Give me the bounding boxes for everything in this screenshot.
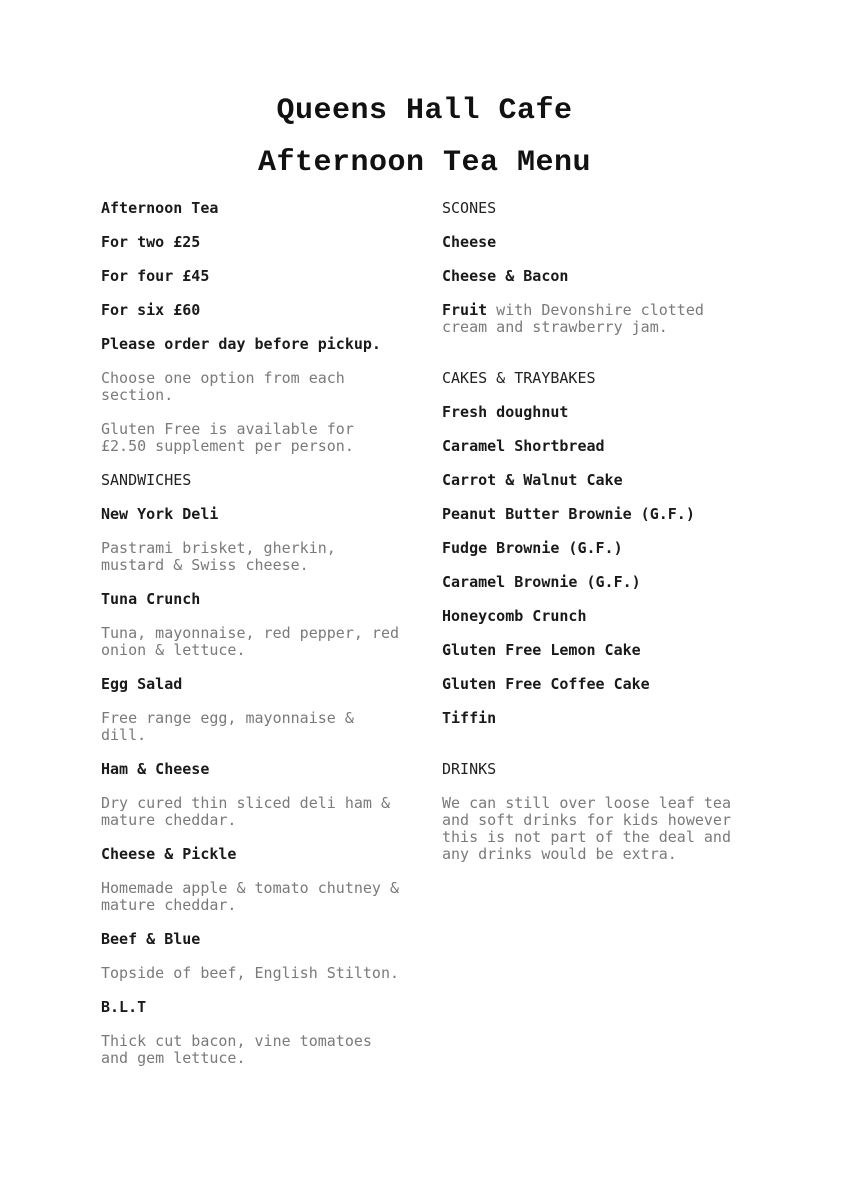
cake-item: Caramel Brownie (G.F.) (442, 573, 641, 591)
fruit-scone (442, 302, 752, 336)
sandwich-name: Egg Salad (101, 675, 183, 693)
sandwich-name: New York Deli (101, 505, 219, 523)
scone-item: Cheese (442, 233, 497, 251)
menu-title: Afternoon Tea Menu (257, 146, 592, 180)
sandwich-name: Beef & Blue (101, 930, 201, 948)
sandwich-desc: Tuna, mayonnaise, red pepper, red onion & lettuce. (101, 624, 409, 659)
sandwich-desc: Pastrami brisket, gherkin, mustard & Swiss cheese. (101, 539, 345, 574)
cafe-name-title: Queens Hall Cafe (276, 94, 573, 128)
afternoon-tea-heading: Afternoon Tea (101, 199, 219, 217)
sandwich-desc: Dry cured thin sliced deli ham & mature cheddar. (101, 794, 400, 829)
right-column (442, 200, 752, 880)
left-column (101, 199, 409, 1084)
cake-item: Gluten Free Coffee Cake (442, 675, 650, 693)
cake-item: Tiffin (442, 709, 497, 727)
choose-note: Choose one option from each section. (101, 369, 354, 404)
sandwich-desc: Thick cut bacon, vine tomatoes and gem lettuce. (101, 1032, 381, 1067)
sandwich-desc: Free range egg, mayonnaise & dill. (101, 709, 363, 744)
spacer (442, 744, 752, 761)
fruit-scone-desc: with Devonshire clotted cream and strawberry jam. (442, 301, 713, 336)
cake-item: Honeycomb Crunch (442, 607, 587, 625)
cake-item: Fudge Brownie (G.F.) (442, 539, 623, 557)
cakes-heading: CAKES & TRAYBAKES (442, 369, 596, 387)
cake-item: Gluten Free Lemon Cake (442, 641, 641, 659)
drinks-heading: DRINKS (442, 760, 497, 778)
cake-item: Caramel Shortbread (442, 437, 605, 455)
fruit-scone-name: Fruit (442, 301, 488, 319)
gluten-free-note: Gluten Free is available for £2.50 supplement per person. (101, 420, 363, 455)
sandwich-name: Ham & Cheese (101, 760, 210, 778)
drinks-desc: We can still over loose leaf tea and soft drinks for kids however this is not part of the deal and any drinks would be extra. (442, 794, 741, 863)
sandwich-desc: Topside of beef, English Stilton. (101, 964, 400, 982)
sandwich-name: B.L.T (101, 998, 147, 1016)
scones-heading: SCONES (442, 199, 497, 217)
spacer (442, 353, 752, 370)
cake-item: Fresh doughnut (442, 403, 569, 421)
sandwich-list (101, 505, 409, 1067)
sandwich-desc: Homemade apple & tomato chutney & mature cheddar. (101, 879, 409, 914)
order-note: Please order day before pickup. (101, 335, 381, 353)
sandwiches-heading: SANDWICHES (101, 471, 192, 489)
sandwich-name: Tuna Crunch (101, 590, 201, 608)
cake-item: Carrot & Walnut Cake (442, 471, 623, 489)
price-for-two: For two £25 (101, 233, 201, 251)
sandwich-name: Cheese & Pickle (101, 845, 237, 863)
cake-item: Peanut Butter Brownie (G.F.) (442, 505, 695, 523)
price-for-six: For six £60 (101, 301, 201, 319)
scone-item: Cheese & Bacon (442, 267, 569, 285)
price-for-four: For four £45 (101, 267, 210, 285)
